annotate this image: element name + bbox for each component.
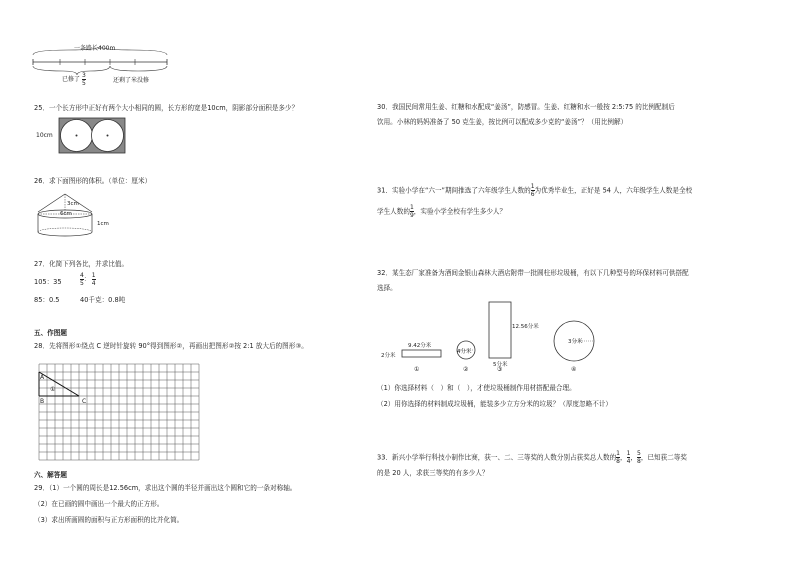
q28-grid xyxy=(38,363,203,463)
material-3-rect xyxy=(489,302,511,358)
q32-sub-1: （1）你选择材料（ ）和（ ），才使垃圾桶制作用材搭配最合理。 xyxy=(377,384,576,392)
q27-item-4: 40千克：0.8吨 xyxy=(80,296,126,304)
q29-line-3: （3）求出所画圆的面积与正方形面积的比并化简。 xyxy=(34,516,184,524)
q32-sub-2: （2）用你选择的材料制成垃圾桶，能装多少立方分米的垃圾？（厚度忽略不计） xyxy=(377,400,612,408)
q32-m1-length: 9.42分米 xyxy=(408,343,432,349)
q29-line-2: （2）在已画的圆中画出一个最大的正方形。 xyxy=(34,500,164,508)
rope-total-label: 一条路长400m xyxy=(74,45,116,52)
section-5-heading: 五、作图题 xyxy=(34,329,67,337)
rope-done-label: 已修了 $\frac{3}{5}$ xyxy=(62,72,86,87)
q26-diameter-label: 6cm xyxy=(60,211,72,217)
q32-m3-width: 5分米 xyxy=(493,362,508,368)
q32-m2-diameter: 4分米 xyxy=(457,349,472,355)
q30-line-2: 饮用。小林的妈妈准备了 50 克生姜，按比例可以配成多少克的“姜汤”？（用比例解） xyxy=(377,118,628,126)
q27-item-3: 85：0.5 xyxy=(34,296,60,304)
q28-shape-label: ① xyxy=(50,386,56,393)
q32-label-3: ③ xyxy=(497,366,503,373)
q28-text: 28．先将图形①绕点 C 逆时针旋转 90°得到图形②，再画出把图形②按 2:1 放大后的图形③。 xyxy=(34,342,308,350)
q28-point-a: A xyxy=(40,374,45,381)
q30-line-1: 30．我国民间常用生姜、红糖和水配成“姜汤”，防感冒。生姜、红糖和水一般按 2:5:75 的比例配制后 xyxy=(377,103,675,111)
q32-m3-height: 12.56分米 xyxy=(512,324,539,330)
q29-line-1: 29．（1）一个圆的周长是12.56cm，求出这个圆的半径并画出这个圆和它的一条对称轴。 xyxy=(34,484,297,492)
q32-m1-width: 2分米 xyxy=(381,353,396,359)
material-1-rect xyxy=(402,350,441,357)
q27-item-2: $\frac{4}{5}$ ： $\frac{1}{4}$ xyxy=(80,272,96,287)
q33-line-2: 的是 20 人，求获三等奖的有多少人？ xyxy=(377,469,489,477)
q26-figure xyxy=(34,190,114,250)
q26-text: 26．求下面图形的体积。（单位：厘米） xyxy=(34,177,152,185)
q27-text: 27．化简下列各比，并求比值。 xyxy=(34,260,129,268)
q32-line-2: 选择。 xyxy=(377,284,397,292)
q27-item-1: 105：35 xyxy=(34,278,62,286)
q33-line-1: 33．新兴小学举行科技小制作比赛，获一、二、三等奖的人数分别占获奖总人数的 $\frac{1}{8}$ ， $\frac{1}{4}$ ， $\frac{5}{8}$ ，已知获二等奖 xyxy=(377,450,687,465)
q32-label-1: ① xyxy=(414,366,420,373)
q25-figure xyxy=(58,117,128,155)
q26-cyl-height-label: 1cm xyxy=(97,221,109,227)
section-6-heading: 六、解答题 xyxy=(34,471,67,479)
q32-m4-radius: 3分米 xyxy=(568,339,583,345)
q32-label-2: ② xyxy=(463,366,469,373)
q32-label-4: ④ xyxy=(571,366,577,373)
q25-text: 25．一个长方形中正好有两个大小相同的圆，长方形的宽是10cm，阴影部分面积是多少？ xyxy=(34,104,299,112)
q31-line-2: 学生人数的 $\frac{1}{9}$ ，实验小学全校有学生多少人？ xyxy=(377,204,507,219)
q32-line-1: 32．某生态厂家准备为酒间金银山森林大酒店附带一批圆柱形垃圾桶，有以下几种型号的环保材料可供搭配 xyxy=(377,269,689,277)
q28-point-b: B xyxy=(40,398,45,405)
q31-line-1: 31．实验小学在“六一”期间推选了六年级学生人数的 $\frac{1}{6}$ 为优秀毕业生，正好是 54 人，六年级学生人数是全校 xyxy=(377,183,693,198)
q25-width-label: 10cm xyxy=(36,132,53,139)
q26-height-label: 3cm xyxy=(67,201,79,207)
q28-point-c: C xyxy=(82,398,87,405)
rope-done-fraction: $\frac{3}{5}$ xyxy=(81,72,86,87)
rope-left-label: 还剩了米没修 xyxy=(113,77,150,84)
